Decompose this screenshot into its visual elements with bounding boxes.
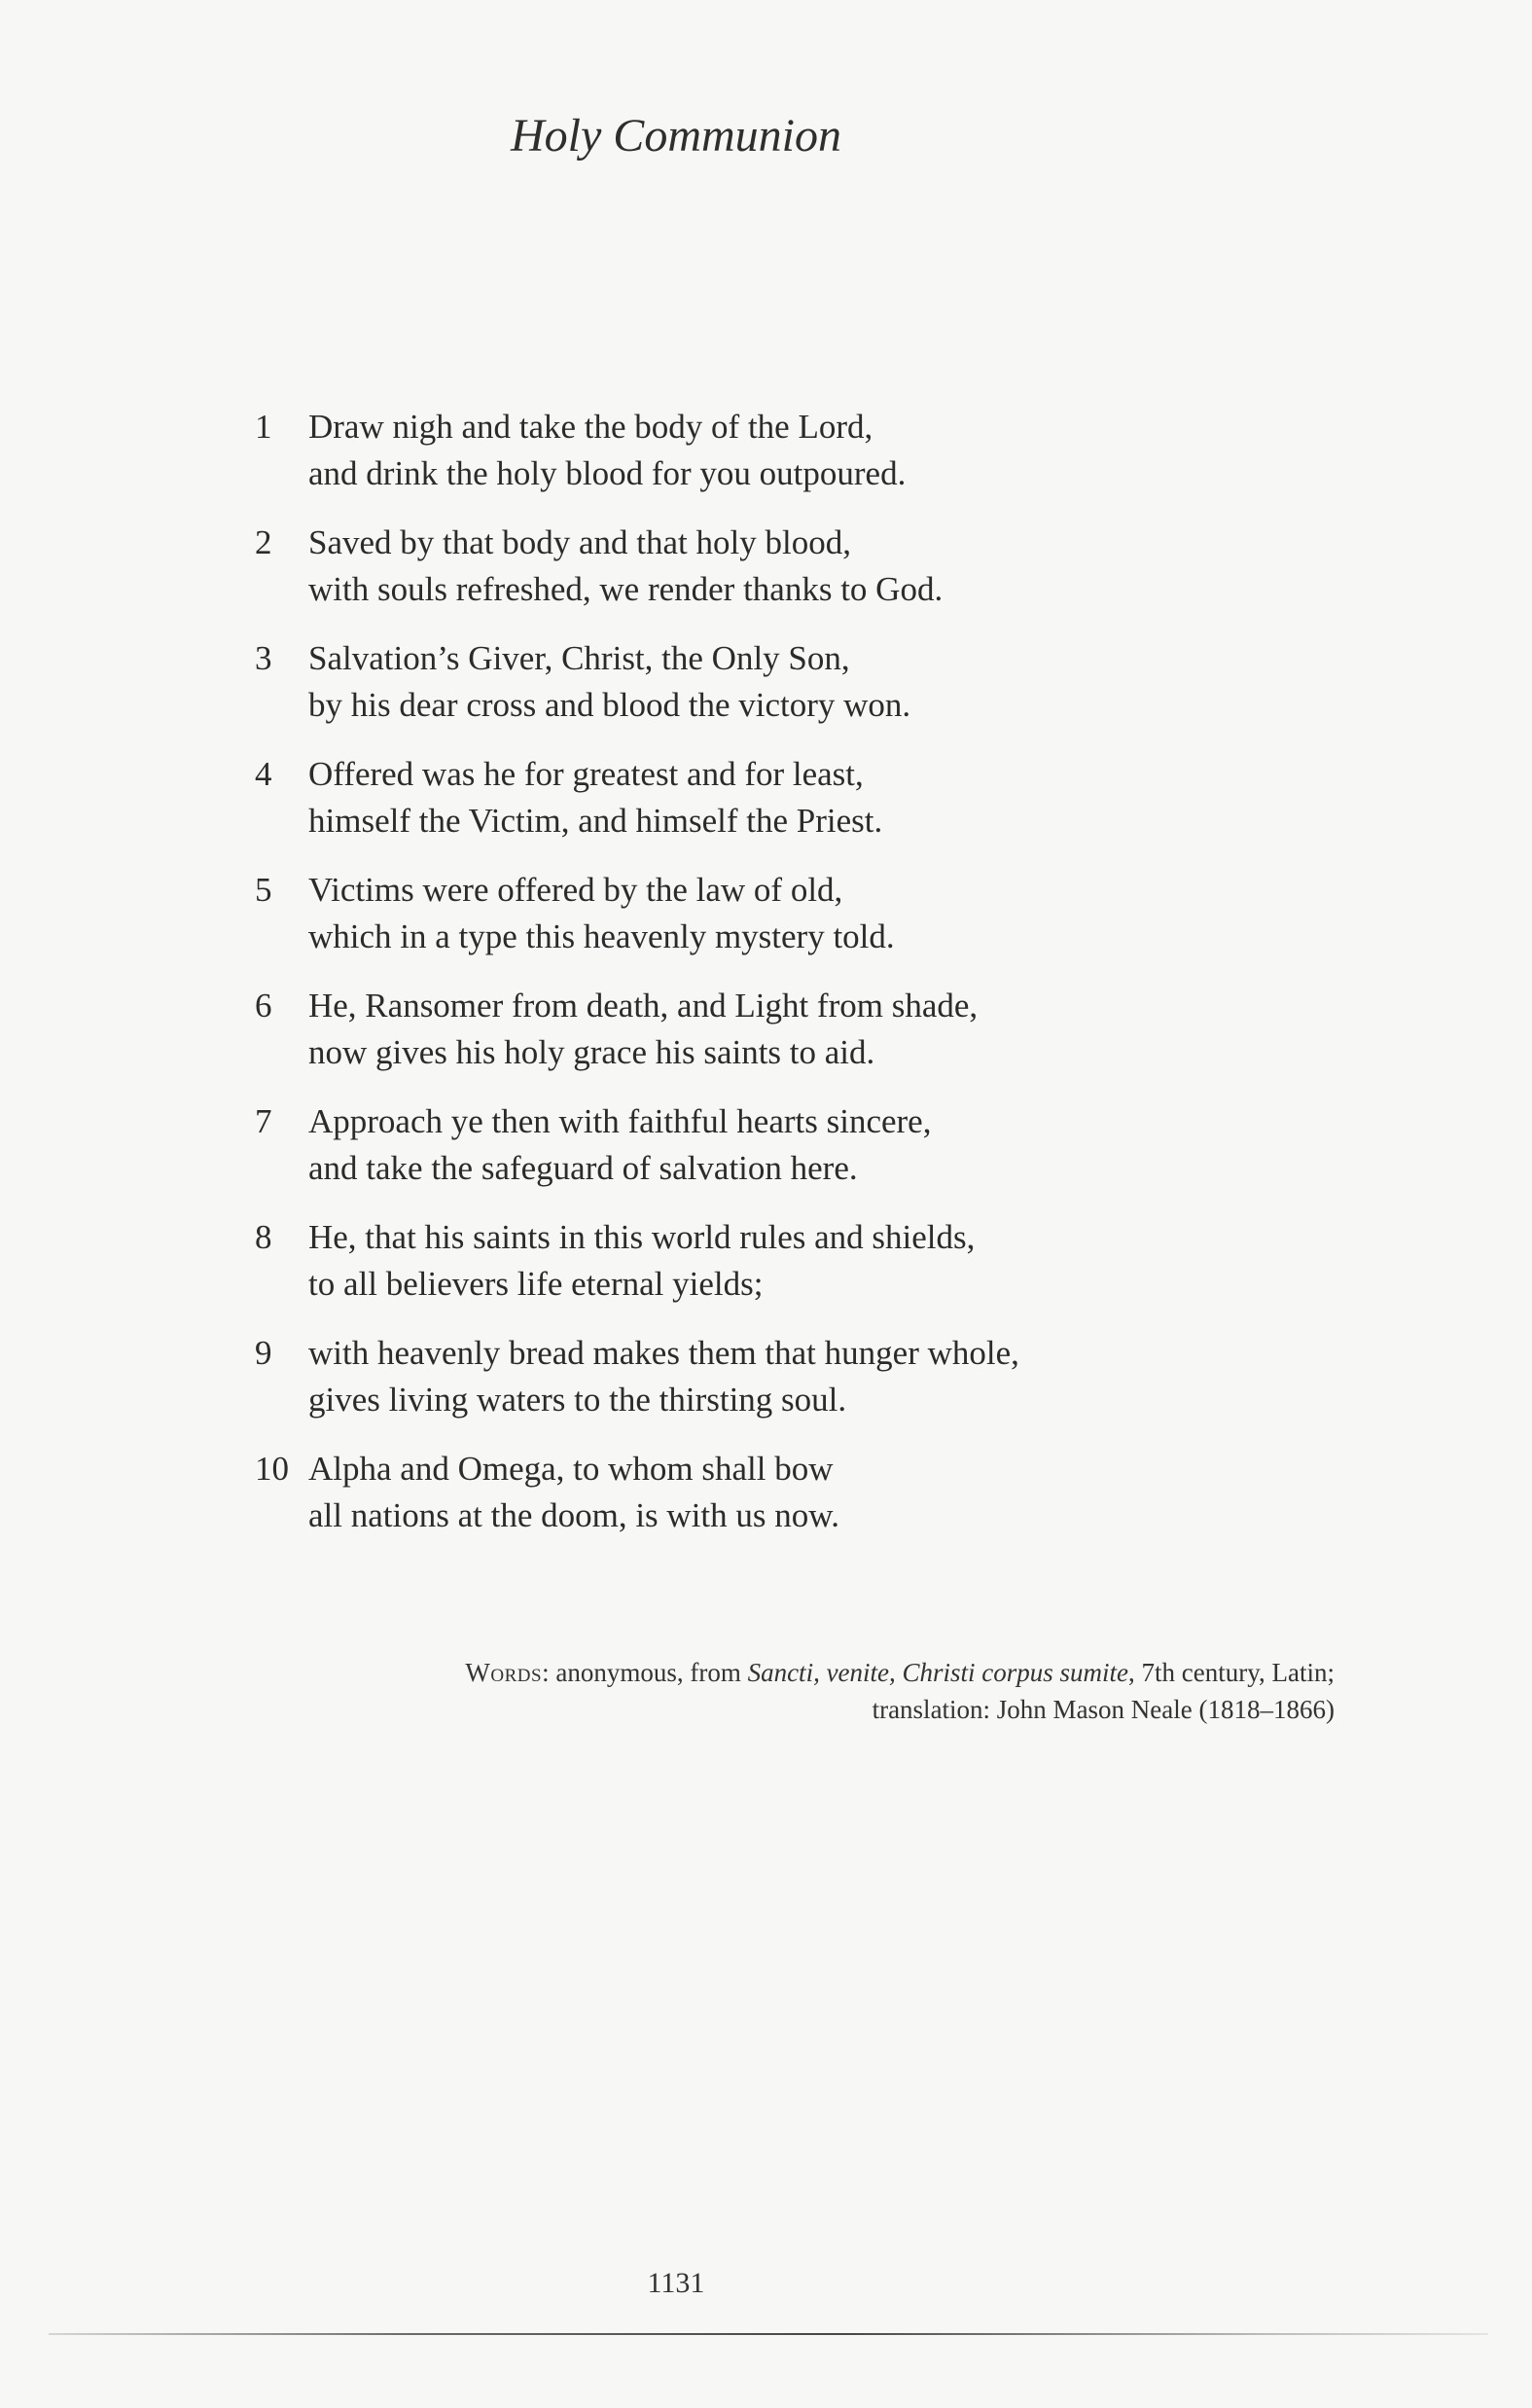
bottom-rule bbox=[49, 2333, 1488, 2335]
verse bbox=[255, 1214, 1228, 1308]
page-number: 1131 bbox=[647, 2267, 705, 2299]
verse-line: gives living waters to the thirsting soul. bbox=[308, 1381, 847, 1419]
verse-line: himself the Victim, and himself the Priest. bbox=[308, 802, 883, 840]
verse bbox=[255, 1330, 1228, 1423]
verse-line: Salvation’s Giver, Christ, the Only Son, bbox=[308, 639, 850, 677]
verse-number: 10 bbox=[255, 1450, 289, 1488]
page-title: Holy Communion bbox=[511, 110, 841, 162]
verse-lines bbox=[308, 1446, 1228, 1539]
words-sep: : anonymous, from bbox=[542, 1658, 748, 1687]
verse-line: Draw nigh and take the body of the Lord, bbox=[308, 408, 873, 446]
verse-lines bbox=[308, 1214, 1228, 1308]
verse-line: Approach ye then with faithful hearts sincere, bbox=[308, 1102, 932, 1140]
verse-line: which in a type this heavenly mystery told. bbox=[308, 917, 895, 955]
verse-number: 9 bbox=[255, 1334, 272, 1372]
verse-line: with heavenly bread makes them that hunger whole, bbox=[308, 1334, 1019, 1372]
verse-lines bbox=[308, 404, 1228, 497]
verse-line: Victims were offered by the law of old, bbox=[308, 871, 843, 909]
verse-lines bbox=[308, 983, 1228, 1076]
verse bbox=[255, 635, 1228, 729]
verse-line: Saved by that body and that holy blood, bbox=[308, 523, 851, 561]
words-label: Words bbox=[465, 1658, 543, 1687]
verse-number: 7 bbox=[255, 1102, 272, 1140]
verse-line: now gives his holy grace his saints to aid. bbox=[308, 1033, 875, 1071]
verse bbox=[255, 1446, 1228, 1539]
verse-line: with souls refreshed, we render thanks to God. bbox=[308, 570, 944, 608]
credits bbox=[0, 1654, 1335, 1728]
verse-line: Offered was he for greatest and for least, bbox=[308, 755, 864, 793]
verse-number: 8 bbox=[255, 1218, 272, 1256]
verse-line: all nations at the doom, is with us now. bbox=[308, 1496, 840, 1534]
verse bbox=[255, 983, 1228, 1076]
source-title: Sancti, venite, Christi corpus sumite bbox=[747, 1658, 1129, 1687]
verse-lines bbox=[308, 635, 1228, 729]
verse bbox=[255, 1098, 1228, 1192]
credits-line-words bbox=[0, 1654, 1335, 1691]
verse-lines bbox=[308, 1330, 1228, 1423]
verse-number: 6 bbox=[255, 987, 272, 1024]
verse-number: 3 bbox=[255, 639, 272, 677]
credits-line-translation: translation: John Mason Neale (1818–1866) bbox=[872, 1695, 1335, 1724]
verse-list bbox=[255, 404, 1228, 1562]
verse-line: He, Ransomer from death, and Light from shade, bbox=[308, 987, 979, 1024]
verse-line: and take the safeguard of salvation here. bbox=[308, 1149, 858, 1187]
verse-lines bbox=[308, 751, 1228, 845]
verse-line: by his dear cross and blood the victory won. bbox=[308, 686, 911, 724]
verse-lines bbox=[308, 520, 1228, 613]
verse-lines bbox=[308, 867, 1228, 960]
verse-number: 1 bbox=[255, 408, 272, 446]
verse-line: He, that his saints in this world rules and shields, bbox=[308, 1218, 976, 1256]
verse-lines bbox=[308, 1098, 1228, 1192]
verse-number: 5 bbox=[255, 871, 272, 909]
verse-number: 4 bbox=[255, 755, 272, 793]
verse bbox=[255, 751, 1228, 845]
verse bbox=[255, 520, 1228, 613]
verse bbox=[255, 404, 1228, 497]
verse-line: to all believers life eternal yields; bbox=[308, 1265, 764, 1303]
source-rest: , 7th century, Latin; bbox=[1128, 1658, 1335, 1687]
verse-line: Alpha and Omega, to whom shall bow bbox=[308, 1450, 834, 1488]
verse-number: 2 bbox=[255, 523, 272, 561]
verse bbox=[255, 867, 1228, 960]
verse-line: and drink the holy blood for you outpoured. bbox=[308, 454, 907, 492]
